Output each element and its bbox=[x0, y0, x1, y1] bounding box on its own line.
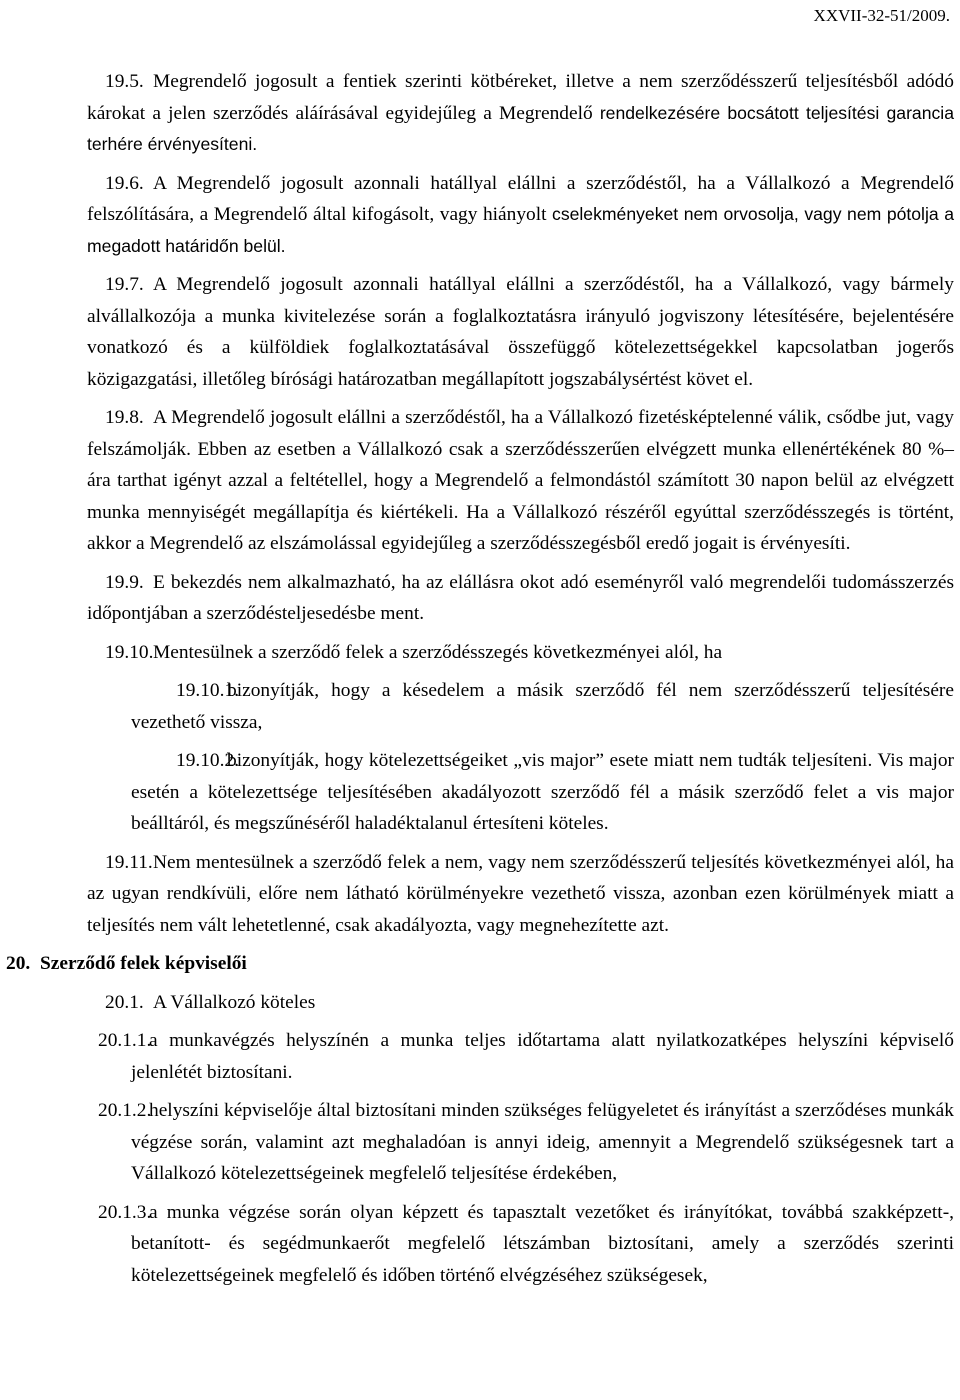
clause-text: Mentesülnek a szerződő felek a szerződésszegés következményei alól, ha bbox=[153, 641, 723, 663]
clause-number: 19.8. bbox=[105, 407, 144, 428]
clause-19-7 bbox=[87, 269, 954, 395]
clause-20-1 bbox=[87, 987, 954, 1019]
clause-19-10 bbox=[87, 637, 954, 669]
clause-number: 19.9. bbox=[105, 571, 144, 593]
clause-19-9 bbox=[87, 567, 954, 630]
clause-20-1-1 bbox=[98, 1025, 954, 1088]
clause-text: a munka végzése során olyan képzett és tapasztalt vezetőket és irányítókat, továbbá szakképzett-, betanított- és segédmunkaerőt megfelelő létszámban biztosítani, amely a szerződés szerinti kötelezettségeinek megfelelő és időben történő elvégzéséhez szükségesek, bbox=[131, 1201, 954, 1286]
clause-number: 20.1.2. bbox=[98, 1100, 152, 1121]
clause-number: 19.11. bbox=[105, 851, 153, 873]
clause-text: A Vállalkozó köteles bbox=[153, 991, 316, 1013]
clause-text-continued: rendelkezésére bocsátott teljesítési garancia terhére érvényesíteni. bbox=[87, 102, 954, 154]
section-number: 20. bbox=[6, 953, 31, 974]
clause-20-1-3 bbox=[98, 1197, 954, 1292]
clause-number: 19.7. bbox=[105, 274, 144, 295]
clause-text: bizonyítják, hogy kötelezettségeiket „vis major” esete miatt nem tudták teljesíteni. Vis major esetén a kötelezettsége teljesítésében akadályozott szerződő fél a másik szerződő felet a vis major beálltáról, és megszűnéséről haladéktalanul értesíteni köteles. bbox=[131, 750, 954, 834]
clause-19-10-2 bbox=[131, 745, 954, 840]
clause-text: A Megrendelő jogosult elállni a szerződéstől, ha a Vállalkozó fizetésképtelenné válik, csődbe jut, vagy felszámolják. Ebben az esetben a Vállalkozó csak a szerződésszerűen elvégzett munka ellenértékének 80 %–ára tarthat igényt azzal a feltétellel, hogy a Megrendelő a felmondástól számított 30 napon belül az elvégzett munka mennyiségét megállapítja és kiértékeli. Ha a Vállalkozó részéről egyúttal szerződésszegés is történt, akkor a Megrendelő az elszámolással egyidejűleg a szerződésszegésből eredő jogait is érvényesíti. bbox=[87, 407, 954, 554]
clause-text-continued: cselekményeket nem orvosolja, vagy nem pótolja a megadott határidőn belül. bbox=[87, 204, 954, 256]
clause-19-10-1 bbox=[131, 675, 954, 738]
clause-number: 19.5. bbox=[105, 71, 144, 92]
clause-number: 19.10. bbox=[105, 641, 154, 663]
clause-number: 19.10.2. bbox=[176, 750, 240, 771]
clause-20-1-2 bbox=[98, 1095, 954, 1190]
clause-text: helyszíni képviselője által biztosítani minden szükséges felügyeletet és irányítást a szerződéses munkák végzése során, valamint azt meghaladóan is annyi ideig, amennyit a Megrendelő szükségesnek tart a Vállalkozó kötelezettségeinek megfelelő teljesítése érdekében, bbox=[131, 1100, 954, 1184]
clause-text: a munkavégzés helyszínén a munka teljes időtartama alatt nyilatkozatképes helyszíni képviselő jelenlétét biztosítani. bbox=[131, 1030, 954, 1083]
clause-19-5 bbox=[87, 66, 954, 161]
clause-number: 20.1.3. bbox=[98, 1201, 152, 1223]
clause-text: bizonyítják, hogy a késedelem a másik szerződő fél nem szerződésszerű teljesítésére vezethető vissza, bbox=[131, 680, 954, 733]
clause-text: Megrendelő jogosult a fentiek szerinti kötbéreket, illetve a nem szerződésszerű teljesítésből adódó károkat a jelen szerződés aláírásával egyidejűleg a Megrendelő bbox=[87, 71, 954, 124]
clause-19-11 bbox=[87, 847, 954, 942]
document-body bbox=[0, 66, 960, 1291]
document-reference: XXVII-32-51/2009. bbox=[813, 6, 950, 25]
clause-text: A Megrendelő jogosult azonnali hatállyal elállni a szerződéstől, ha a Vállalkozó a Megrendelő felszólítására, a Megrendelő által kifogásolt, vagy hiányolt bbox=[87, 172, 954, 225]
clause-text: E bekezdés nem alkalmazható, ha az elállásra okot adó eseményről való megrendelői tudomásszerzés időpontjában a szerződésteljesedésbe ment. bbox=[87, 571, 954, 624]
section-title: Szerződő felek képviselői bbox=[40, 953, 247, 974]
clause-text: Nem mentesülnek a szerződő felek a nem, vagy nem szerződésszerű teljesítés következményei alól, ha az ugyan rendkívüli, előre nem látható körülményekre vezethető vissza, azonban ezen körülmények miatt a teljesítés nem vált lehetetlenné, csak akadályozta, vagy megnehezítette azt. bbox=[87, 851, 954, 936]
clause-number: 19.10.1. bbox=[176, 680, 240, 701]
section-heading bbox=[0, 948, 960, 980]
clause-19-6 bbox=[87, 168, 954, 263]
clause-text: A Megrendelő jogosult azonnali hatállyal elállni a szerződéstől, ha a Vállalkozó, vagy bármely alvállalkozója a munka kivitelezése során a foglalkoztatásra irányuló jogviszony létesítésére, bejelentésére vonatkozó és a külföldiek foglalkoztatásával összefüggő kötelezettségekkel kapcsolatban jogerős közigazgatási, illetőleg bírósági határozatban megállapított jogszabálysértést követ el. bbox=[87, 274, 954, 390]
clause-number: 19.6. bbox=[105, 172, 144, 194]
clause-number: 20.1.1. bbox=[98, 1030, 152, 1051]
clause-19-8 bbox=[87, 402, 954, 560]
clause-number: 20.1. bbox=[105, 991, 144, 1013]
